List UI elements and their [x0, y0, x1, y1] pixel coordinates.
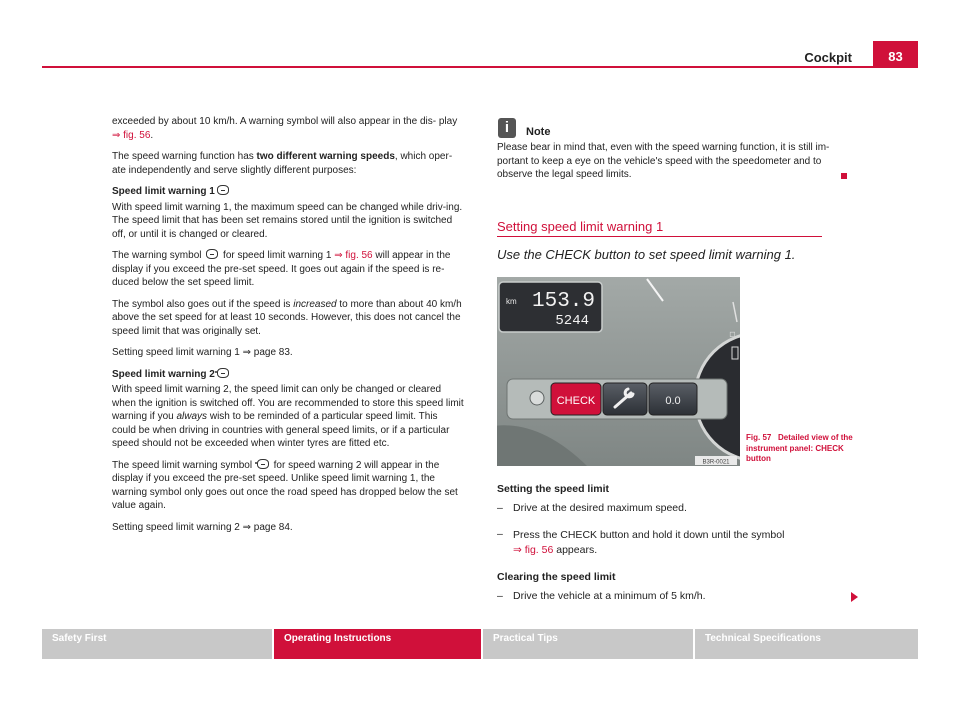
figure-code: B3R-0021: [702, 459, 730, 466]
left-column: [112, 115, 464, 542]
paragraph-4: The warning symbol for speed limit warning 1 ⇒ fig. 56 will appear in the display if you exceed the pre-set speed. It goes out again if the speed is re-duced below the set speed limit.: [112, 250, 451, 288]
paragraph-9: Setting speed limit warning 2 ⇒ page 84.: [112, 521, 293, 533]
heading-warning-2: Speed limit warning 2: [112, 368, 464, 382]
header-rule: [42, 66, 918, 68]
section-rule: [497, 236, 822, 237]
round-knob-icon: [530, 391, 544, 405]
paragraph-7: With speed limit warning 2, the speed limit can only be changed or cleared when the ignition is switched off. You are recommended to store this speed limit warning if you always wish to be reminded of a particular speed limit. This could be when driving in countries with general speed limits, or if a particular speed should not be exceeded when winter tyres are fitted etc.: [112, 384, 464, 449]
end-of-section-marker: [841, 173, 847, 179]
reset-button-label: 0.0: [665, 395, 681, 407]
instrument-panel-figure: [497, 277, 740, 466]
display-speed: 153.9: [531, 290, 595, 313]
paragraph-6: Setting speed limit warning 1 ⇒ page 83.: [112, 347, 293, 358]
display-unit: km: [506, 297, 517, 306]
paragraph-2: The speed warning function has two different warning speeds, which oper-ate independently and serve slightly different purposes:: [112, 151, 453, 176]
fig-56-link[interactable]: ⇒ fig. 56: [513, 544, 554, 556]
heading-clearing-limit: Clearing the speed limit: [497, 571, 616, 583]
step-1: – Drive at the desired maximum speed.: [497, 502, 687, 514]
note-label: Note: [526, 126, 551, 138]
speed-warning-2-icon: [217, 368, 229, 378]
paragraph-5: The symbol also goes out if the speed is increased to more than about 40 km/h above the set speed for at least 10 seconds. However, this does not cancel the speed limit that was originally set.: [112, 298, 462, 337]
fig-56-link[interactable]: ⇒ fig. 56: [112, 129, 151, 141]
svg-text:▫: ▫: [729, 329, 736, 340]
heading-setting-limit: Setting the speed limit: [497, 483, 610, 495]
tab-technical-specifications[interactable]: Technical Specifications: [695, 629, 918, 659]
speed-warning-1-icon: [206, 249, 218, 259]
step-2: – Press the CHECK button and hold it down until the symbol ⇒ fig. 56 appears.: [497, 528, 785, 556]
display-odometer: 5244: [555, 313, 589, 329]
tab-operating-instructions[interactable]: Operating Instructions: [274, 629, 481, 659]
paragraph-3: With speed limit warning 1, the maximum speed can be changed while driv-ing. The speed limit that has been set remains stored until the ignition is switched off, or until it is changed or cleared.: [112, 201, 463, 240]
step-3: – Drive the vehicle at a minimum of 5 km/h.: [497, 590, 706, 602]
paragraph-8: The speed limit warning symbol for speed warning 2 will appear in the display if you exceed the pre-set speed. Unlike speed limit warning 1, the warning symbol only goes out once the road speed has dropped below the set value again.: [112, 459, 458, 511]
tab-safety-first[interactable]: Safety First: [42, 629, 272, 659]
note-text: Please bear in mind that, even with the speed warning function, it is still im-portant to keep a eye on the vehicle's speed with the speedometer and to observe the legal speed limits.: [497, 142, 830, 180]
paragraph-1: exceeded by about 10 km/h. A warning symbol will also appear in the dis- play ⇒ fig. 56.: [112, 116, 458, 141]
section-subtitle: Use the CHECK button to set speed limit warning 1.: [497, 247, 796, 262]
fig-56-link[interactable]: ⇒ fig. 56: [334, 250, 373, 261]
heading-warning-1: Speed limit warning 1: [112, 185, 464, 199]
section-title: Setting speed limit warning 1: [497, 219, 664, 234]
check-button-label: CHECK: [556, 395, 596, 407]
figure-caption: Fig. 57 Detailed view of the instrument panel: CHECK button: [746, 433, 853, 463]
speed-warning-1-icon: [217, 185, 229, 195]
tab-practical-tips[interactable]: Practical Tips: [483, 629, 693, 659]
speed-warning-2-icon: [257, 459, 269, 469]
page-number: 83: [873, 41, 918, 66]
info-icon: i: [498, 118, 516, 138]
running-header-title: Cockpit: [804, 50, 852, 65]
continue-arrow-icon: [851, 592, 858, 602]
